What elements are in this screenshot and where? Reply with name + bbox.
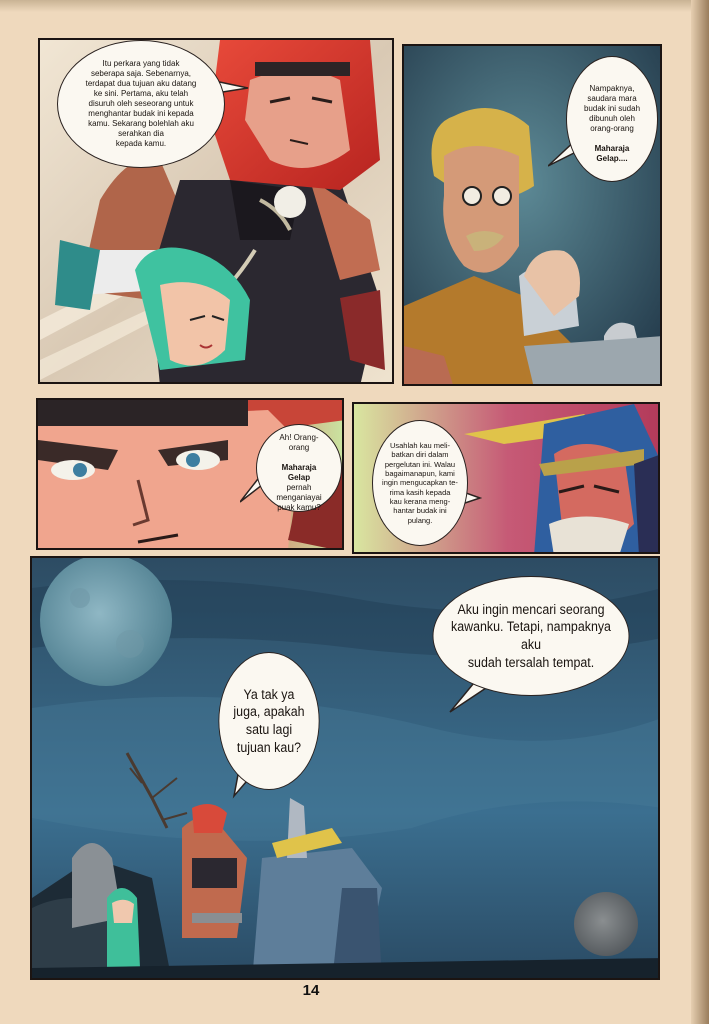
speech-bubble-5 xyxy=(433,576,630,696)
speech-bubble-5-text: Aku ingin mencari seorang kawanku. Tetapi, nampaknya aku sudah tersalah tempat. xyxy=(451,601,611,670)
speech-bubble-2-name: Maharaja Gelap.... xyxy=(594,144,630,163)
speech-bubble-6-text: Ya tak ya juga, apakah satu lagi tujuan kau? xyxy=(233,686,305,755)
page-number: 14 xyxy=(302,982,320,999)
speech-bubble-1 xyxy=(57,40,225,168)
speech-bubble-3-tail-text: pernah menganiayai puak kamu? xyxy=(276,483,322,512)
speech-bubble-3 xyxy=(256,424,342,512)
speech-bubble-6 xyxy=(218,652,319,790)
speech-bubble-1-text: Itu perkara yang tidak seberapa saja. Sebenarnya, terdapat dua tujuan aku datang ke sini. Pertama, aku telah disuruh oleh seseorang untuk menghantar budak ini kepada kamu. Sekarang bolehlah aku serahkan dia kepada kamu. xyxy=(85,59,197,148)
speech-bubble-2-text: Nampaknya, saudara mara budak ini sudah dibunuh oleh orang-orang xyxy=(583,84,641,133)
speech-bubble-3-name: Maharaja Gelap xyxy=(281,463,317,482)
speech-bubble-3-text: Ah! Orang- orang xyxy=(279,433,319,452)
speech-bubble-4 xyxy=(372,420,468,546)
small-moon xyxy=(574,892,638,956)
speech-bubble-4-text: Usahlah kau meli- batkan diri dalam pergelutan ini. Walau bagaimanapun, kami ingin mengucapkan te- rima kasih kepada kau kerana meng- hantar budak ini pulang. xyxy=(382,440,458,525)
large-moon xyxy=(40,558,172,686)
page-edge-shadow xyxy=(0,0,709,12)
speech-bubble-2 xyxy=(566,56,658,182)
book-spine xyxy=(691,0,709,1024)
